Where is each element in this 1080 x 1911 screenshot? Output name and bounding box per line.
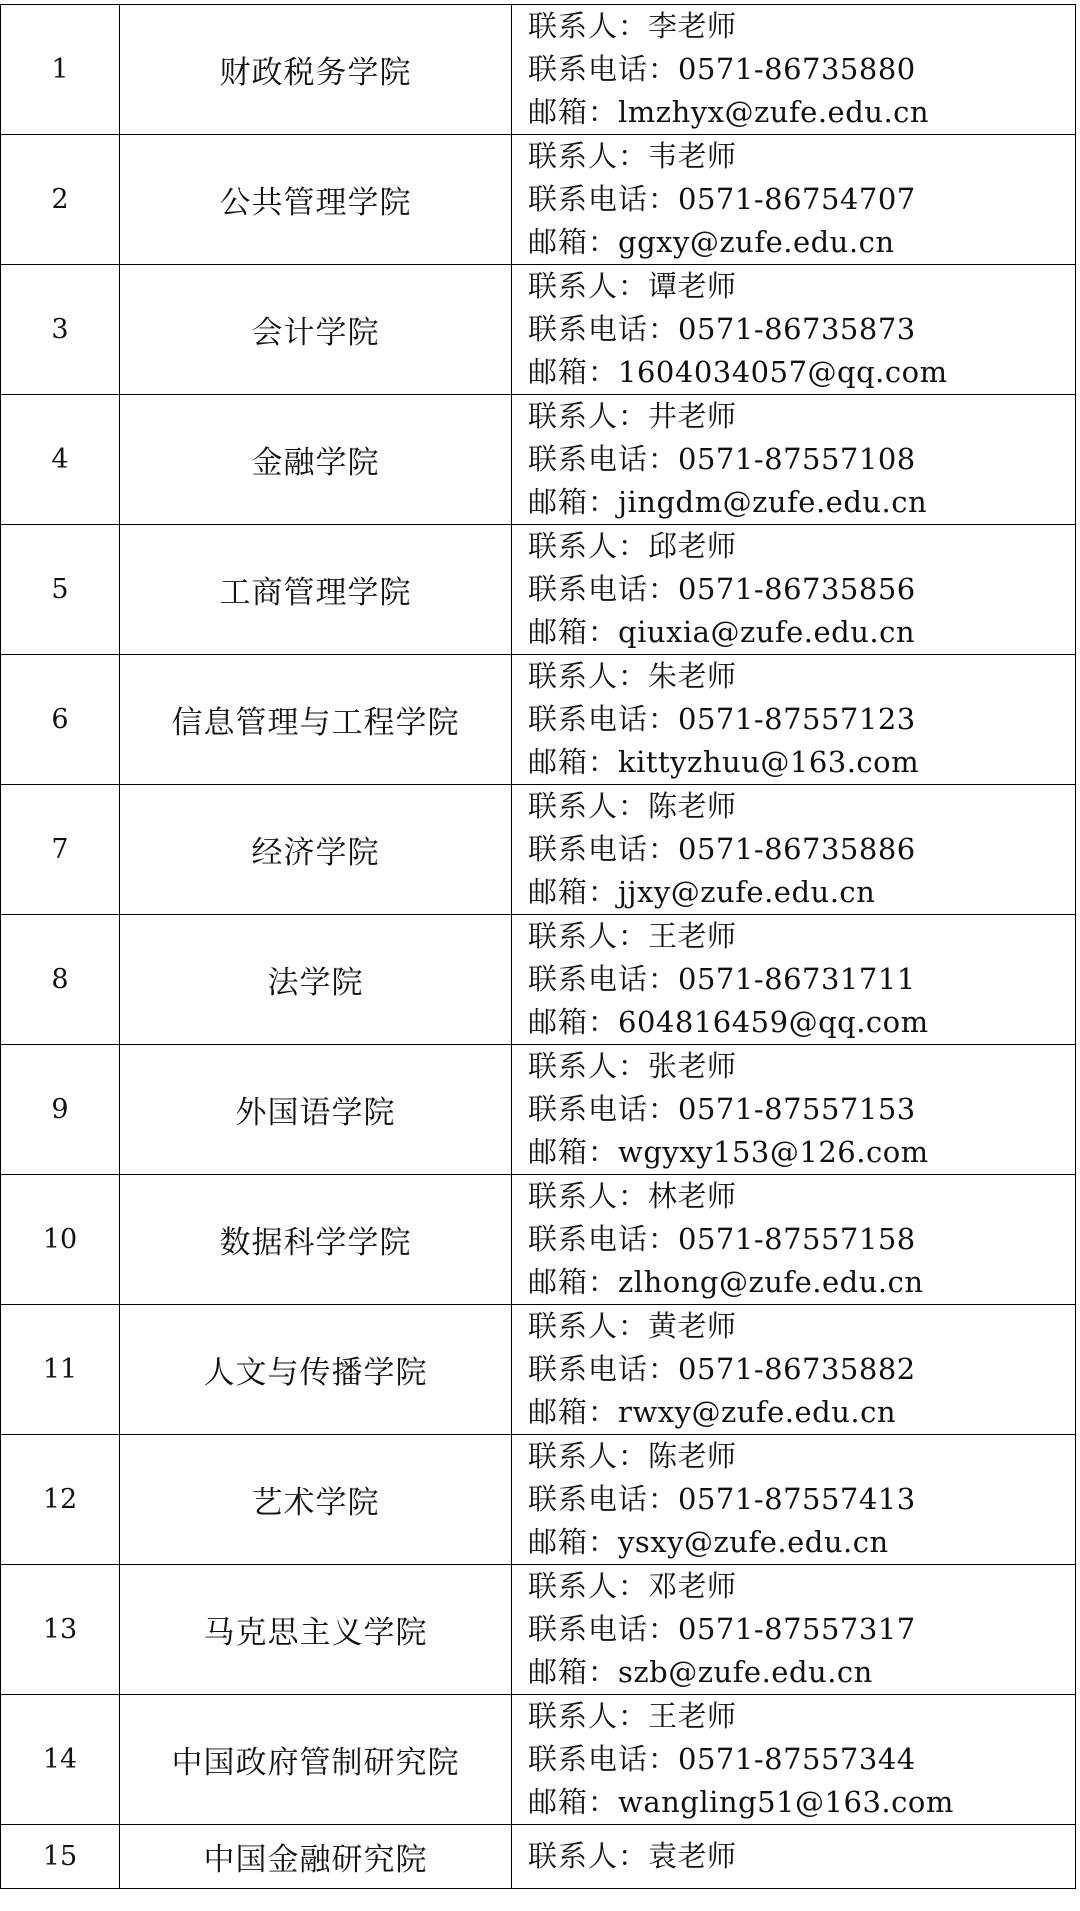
email-line [528, 1651, 1075, 1694]
contact-person-line [528, 1305, 1075, 1348]
contact-person-label: 联系人： [528, 1049, 649, 1083]
school-name: 外国语学院 [120, 1045, 512, 1175]
contact-person-value: 谭老师 [648, 269, 737, 303]
email-value: wgyxy153@126.com [618, 1135, 929, 1169]
school-name: 财政税务学院 [120, 5, 512, 135]
contact-person-line [528, 915, 1075, 958]
row-number: 9 [1, 1045, 120, 1175]
contact-person-value: 袁老师 [648, 1839, 737, 1873]
email-line [528, 1521, 1075, 1564]
table-row [1, 1695, 1076, 1825]
contact-table-body [1, 5, 1076, 1889]
phone-line [528, 1608, 1075, 1651]
email-label: 邮箱： [528, 1655, 619, 1689]
email-value: qiuxia@zufe.edu.cn [618, 615, 916, 649]
contact-person-value: 黄老师 [648, 1309, 737, 1343]
contact-person-label: 联系人： [528, 9, 649, 43]
phone-line [528, 828, 1075, 871]
row-number: 4 [1, 395, 120, 525]
contact-cell [512, 265, 1076, 395]
school-name: 艺术学院 [120, 1435, 512, 1565]
phone-line [528, 1348, 1075, 1391]
row-number: 5 [1, 525, 120, 655]
email-line [528, 1261, 1075, 1304]
contact-person-line [528, 1435, 1075, 1478]
email-value: rwxy@zufe.edu.cn [618, 1395, 897, 1429]
email-line [528, 611, 1075, 654]
school-name: 中国金融研究院 [120, 1825, 512, 1889]
email-value: jjxy@zufe.edu.cn [618, 875, 876, 909]
email-line [528, 1131, 1075, 1174]
contact-person-label: 联系人： [528, 919, 649, 953]
contact-person-line [528, 525, 1075, 568]
school-name: 会计学院 [120, 265, 512, 395]
email-line [528, 91, 1075, 134]
contact-person-line [528, 1695, 1075, 1738]
phone-value: 0571-87557413 [678, 1482, 916, 1516]
phone-line [528, 48, 1075, 91]
row-number: 11 [1, 1305, 120, 1435]
contact-cell [512, 395, 1076, 525]
school-name: 工商管理学院 [120, 525, 512, 655]
contact-person-label: 联系人： [528, 1839, 649, 1873]
row-number: 10 [1, 1175, 120, 1305]
phone-label: 联系电话： [528, 1092, 679, 1126]
table-row [1, 785, 1076, 915]
phone-value: 0571-87557158 [678, 1222, 916, 1256]
phone-label: 联系电话： [528, 1612, 679, 1646]
row-number: 3 [1, 265, 120, 395]
table-row [1, 5, 1076, 135]
row-number: 15 [1, 1825, 120, 1889]
email-label: 邮箱： [528, 615, 619, 649]
contact-person-value: 韦老师 [648, 139, 737, 173]
contact-cell [512, 915, 1076, 1045]
email-label: 邮箱： [528, 1005, 619, 1039]
table-row [1, 1565, 1076, 1695]
contact-person-label: 联系人： [528, 1309, 649, 1343]
school-name: 人文与传播学院 [120, 1305, 512, 1435]
phone-line [528, 1478, 1075, 1521]
contact-person-value: 王老师 [648, 919, 737, 953]
phone-label: 联系电话： [528, 442, 679, 476]
email-line [528, 741, 1075, 784]
contact-person-line [528, 5, 1075, 48]
phone-value: 0571-87557108 [678, 442, 916, 476]
phone-line [528, 308, 1075, 351]
row-number: 6 [1, 655, 120, 785]
row-number: 7 [1, 785, 120, 915]
email-line [528, 351, 1075, 394]
email-label: 邮箱： [528, 225, 619, 259]
phone-label: 联系电话： [528, 1742, 679, 1776]
row-number: 1 [1, 5, 120, 135]
email-line [528, 221, 1075, 264]
contact-table [0, 4, 1076, 1889]
school-name: 信息管理与工程学院 [120, 655, 512, 785]
phone-value: 0571-86731711 [678, 962, 916, 996]
phone-label: 联系电话： [528, 1482, 679, 1516]
phone-line [528, 1738, 1075, 1781]
email-value: jingdm@zufe.edu.cn [618, 485, 928, 519]
contact-person-label: 联系人： [528, 139, 649, 173]
email-label: 邮箱： [528, 1265, 619, 1299]
contact-person-label: 联系人： [528, 789, 649, 823]
email-label: 邮箱： [528, 1525, 619, 1559]
table-row [1, 135, 1076, 265]
contact-cell [512, 135, 1076, 265]
email-value: kittyzhuu@163.com [618, 745, 920, 779]
table-row-last [1, 1825, 1076, 1889]
phone-line [528, 958, 1075, 1001]
table-row [1, 1045, 1076, 1175]
email-value: szb@zufe.edu.cn [618, 1655, 873, 1689]
phone-value: 0571-87557344 [678, 1742, 916, 1776]
school-name: 法学院 [120, 915, 512, 1045]
phone-label: 联系电话： [528, 702, 679, 736]
contact-person-line [528, 1045, 1075, 1088]
table-row [1, 655, 1076, 785]
email-line [528, 1391, 1075, 1434]
email-label: 邮箱： [528, 485, 619, 519]
contact-person-line [528, 785, 1075, 828]
phone-value: 0571-87557317 [678, 1612, 916, 1646]
contact-person-label: 联系人： [528, 529, 649, 563]
email-value: lmzhyx@zufe.edu.cn [618, 95, 930, 129]
contact-person-label: 联系人： [528, 1699, 649, 1733]
contact-person-value: 朱老师 [648, 659, 737, 693]
contact-cell [512, 1045, 1076, 1175]
phone-value: 0571-86735856 [678, 572, 916, 606]
phone-line [528, 1088, 1075, 1131]
school-name: 金融学院 [120, 395, 512, 525]
phone-line [528, 1218, 1075, 1261]
row-number: 13 [1, 1565, 120, 1695]
contact-cell [512, 1695, 1076, 1825]
contact-person-value: 张老师 [648, 1049, 737, 1083]
contact-person-line [528, 395, 1075, 438]
table-row [1, 1175, 1076, 1305]
email-line [528, 871, 1075, 914]
email-label: 邮箱： [528, 1135, 619, 1169]
contact-person-value: 邓老师 [648, 1569, 737, 1603]
contact-person-label: 联系人： [528, 1569, 649, 1603]
phone-value: 0571-86735886 [678, 832, 916, 866]
contact-person-line [528, 655, 1075, 698]
email-line [528, 481, 1075, 524]
school-name: 经济学院 [120, 785, 512, 915]
phone-line [528, 568, 1075, 611]
contact-person-label: 联系人： [528, 1439, 649, 1473]
email-value: zlhong@zufe.edu.cn [618, 1265, 924, 1299]
contact-cell [512, 1825, 1076, 1889]
phone-label: 联系电话： [528, 572, 679, 606]
contact-person-label: 联系人： [528, 399, 649, 433]
contact-person-label: 联系人： [528, 269, 649, 303]
phone-line [528, 438, 1075, 481]
phone-label: 联系电话： [528, 312, 679, 346]
phone-line [528, 698, 1075, 741]
email-label: 邮箱： [528, 745, 619, 779]
email-value: ggxy@zufe.edu.cn [618, 225, 895, 259]
contact-cell [512, 5, 1076, 135]
email-label: 邮箱： [528, 1785, 619, 1819]
contact-cell [512, 1175, 1076, 1305]
phone-value: 0571-86754707 [678, 182, 916, 216]
phone-label: 联系电话： [528, 962, 679, 996]
contact-person-value: 李老师 [648, 9, 737, 43]
phone-value: 0571-87557153 [678, 1092, 916, 1126]
email-value: 1604034057@qq.com [618, 355, 948, 389]
email-line [528, 1781, 1075, 1824]
table-row [1, 1305, 1076, 1435]
school-name: 马克思主义学院 [120, 1565, 512, 1695]
table-row [1, 265, 1076, 395]
row-number: 14 [1, 1695, 120, 1825]
table-row [1, 395, 1076, 525]
table-row [1, 525, 1076, 655]
table-row [1, 915, 1076, 1045]
contact-person-label: 联系人： [528, 1179, 649, 1213]
contact-cell [512, 1305, 1076, 1435]
email-label: 邮箱： [528, 875, 619, 909]
phone-value: 0571-86735873 [678, 312, 916, 346]
contact-person-value: 邱老师 [648, 529, 737, 563]
contact-person-value: 陈老师 [648, 789, 737, 823]
phone-label: 联系电话： [528, 52, 679, 86]
phone-value: 0571-86735882 [678, 1352, 916, 1386]
contact-cell [512, 785, 1076, 915]
email-label: 邮箱： [528, 95, 619, 129]
email-value: 604816459@qq.com [618, 1005, 929, 1039]
contact-person-label: 联系人： [528, 659, 649, 693]
contact-person-line [528, 1565, 1075, 1608]
contact-person-value: 王老师 [648, 1699, 737, 1733]
phone-label: 联系电话： [528, 1222, 679, 1256]
email-value: wangling51@163.com [618, 1785, 954, 1819]
school-name: 中国政府管制研究院 [120, 1695, 512, 1825]
email-value: ysxy@zufe.edu.cn [618, 1525, 889, 1559]
phone-label: 联系电话： [528, 182, 679, 216]
table-row [1, 1435, 1076, 1565]
email-line [528, 1001, 1075, 1044]
phone-line [528, 178, 1075, 221]
phone-value: 0571-86735880 [678, 52, 916, 86]
contact-person-line [528, 1175, 1075, 1218]
contact-person-line [528, 135, 1075, 178]
row-number: 8 [1, 915, 120, 1045]
contact-person-value: 林老师 [648, 1179, 737, 1213]
row-number: 12 [1, 1435, 120, 1565]
school-name: 数据科学学院 [120, 1175, 512, 1305]
contact-cell [512, 525, 1076, 655]
contact-person-value: 陈老师 [648, 1439, 737, 1473]
row-number: 2 [1, 135, 120, 265]
phone-label: 联系电话： [528, 832, 679, 866]
contact-cell [512, 1435, 1076, 1565]
phone-label: 联系电话： [528, 1352, 679, 1386]
email-label: 邮箱： [528, 355, 619, 389]
school-name: 公共管理学院 [120, 135, 512, 265]
contact-person-value: 井老师 [648, 399, 737, 433]
contact-person-line [528, 265, 1075, 308]
phone-value: 0571-87557123 [678, 702, 916, 736]
email-label: 邮箱： [528, 1395, 619, 1429]
contact-cell [512, 655, 1076, 785]
contact-person-line [528, 1835, 1075, 1878]
contact-cell [512, 1565, 1076, 1695]
